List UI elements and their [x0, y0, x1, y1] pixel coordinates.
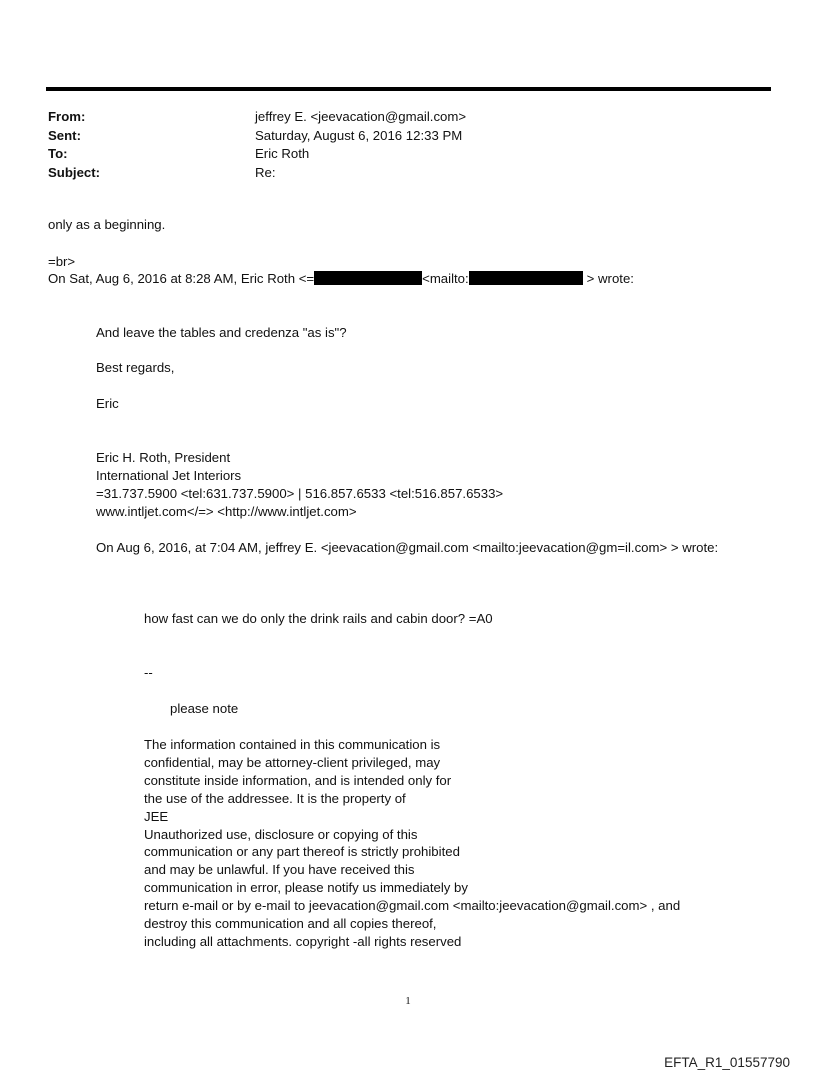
disclaimer-line: destroy this communication and all copies thereof,	[144, 916, 437, 932]
body-line-1: only as a beginning.	[48, 217, 166, 232]
signature-line-4: www.intljet.com</=> <http://www.intljet.com>	[96, 504, 357, 519]
sent-label: Sent:	[48, 127, 81, 143]
bates-number: EFTA_R1_01557790	[664, 1055, 790, 1070]
subject-row	[48, 164, 466, 183]
signature-line-1: Eric H. Roth, President	[96, 450, 231, 465]
disclaimer-line: communication in error, please notify us immediately by	[144, 880, 468, 896]
subject-value: Re:	[255, 164, 276, 180]
sent-value: Saturday, August 6, 2016 12:33 PM	[255, 127, 463, 143]
disclaimer-block	[144, 736, 680, 951]
reply2-dash: --	[144, 665, 153, 680]
reply2-line-1: how fast can we do only the drink rails and cabin door? =A0	[144, 611, 493, 626]
disclaimer-line: and may be unlawful. If you have received this	[144, 862, 415, 878]
reply1-line-1: And leave the tables and credenza "as is"?	[96, 325, 347, 340]
disclaimer-line: JEE	[144, 808, 169, 824]
disclaimer-line: the use of the addressee. It is the property of	[144, 790, 406, 806]
header-rule	[46, 87, 771, 91]
disclaimer-line: including all attachments. copyright -all rights reserved	[144, 933, 462, 949]
quote-intro-line	[48, 270, 634, 287]
quote-intro-part-a: On Sat, Aug 6, 2016 at 8:28 AM, Eric Roth <=	[48, 271, 315, 286]
quote-intro-part-b: <mailto:	[422, 271, 469, 286]
reply1-line-3: Eric	[96, 396, 119, 411]
disclaimer-line: constitute inside information, and is intended only for	[144, 772, 452, 788]
from-value: jeffrey E. <jeevacation@gmail.com>	[255, 109, 467, 124]
signature-line-2: International Jet Interiors	[96, 468, 242, 483]
page-number: 1	[405, 995, 411, 1007]
reply1-line-2: Best regards,	[96, 360, 175, 375]
quote-intro-line-2: On Aug 6, 2016, at 7:04 AM, jeffrey E. <jeevacation@gmail.com <mailto:jeevacation@gm=il.com> > wrote:	[96, 540, 719, 555]
redaction-block	[469, 271, 583, 285]
from-row	[48, 108, 466, 127]
reply2-note: please note	[170, 701, 239, 716]
signature-line-3: =31.737.5900 <tel:631.737.5900> | 516.857.6533 <tel:516.857.6533>	[96, 486, 504, 501]
disclaimer-line: confidential, may be attorney-client privileged, may	[144, 754, 441, 770]
sent-row	[48, 127, 466, 146]
quote-intro-part-c: > wrote:	[586, 271, 634, 286]
from-label: From:	[48, 109, 86, 124]
disclaimer-line: communication or any part thereof is strictly prohibited	[144, 844, 460, 860]
disclaimer-line: The information contained in this communication is	[144, 737, 441, 752]
body-line-2: =br>	[48, 254, 76, 269]
redaction-block	[314, 271, 422, 285]
to-label: To:	[48, 146, 68, 161]
email-header	[48, 108, 466, 182]
disclaimer-line: return e-mail or by e-mail to jeevacation@gmail.com <mailto:jeevacation@gmail.com> , and	[144, 898, 681, 914]
to-value: Eric Roth	[255, 146, 310, 161]
disclaimer-line: Unauthorized use, disclosure or copying of this	[144, 826, 418, 842]
subject-label: Subject:	[48, 164, 101, 180]
to-row	[48, 145, 466, 164]
